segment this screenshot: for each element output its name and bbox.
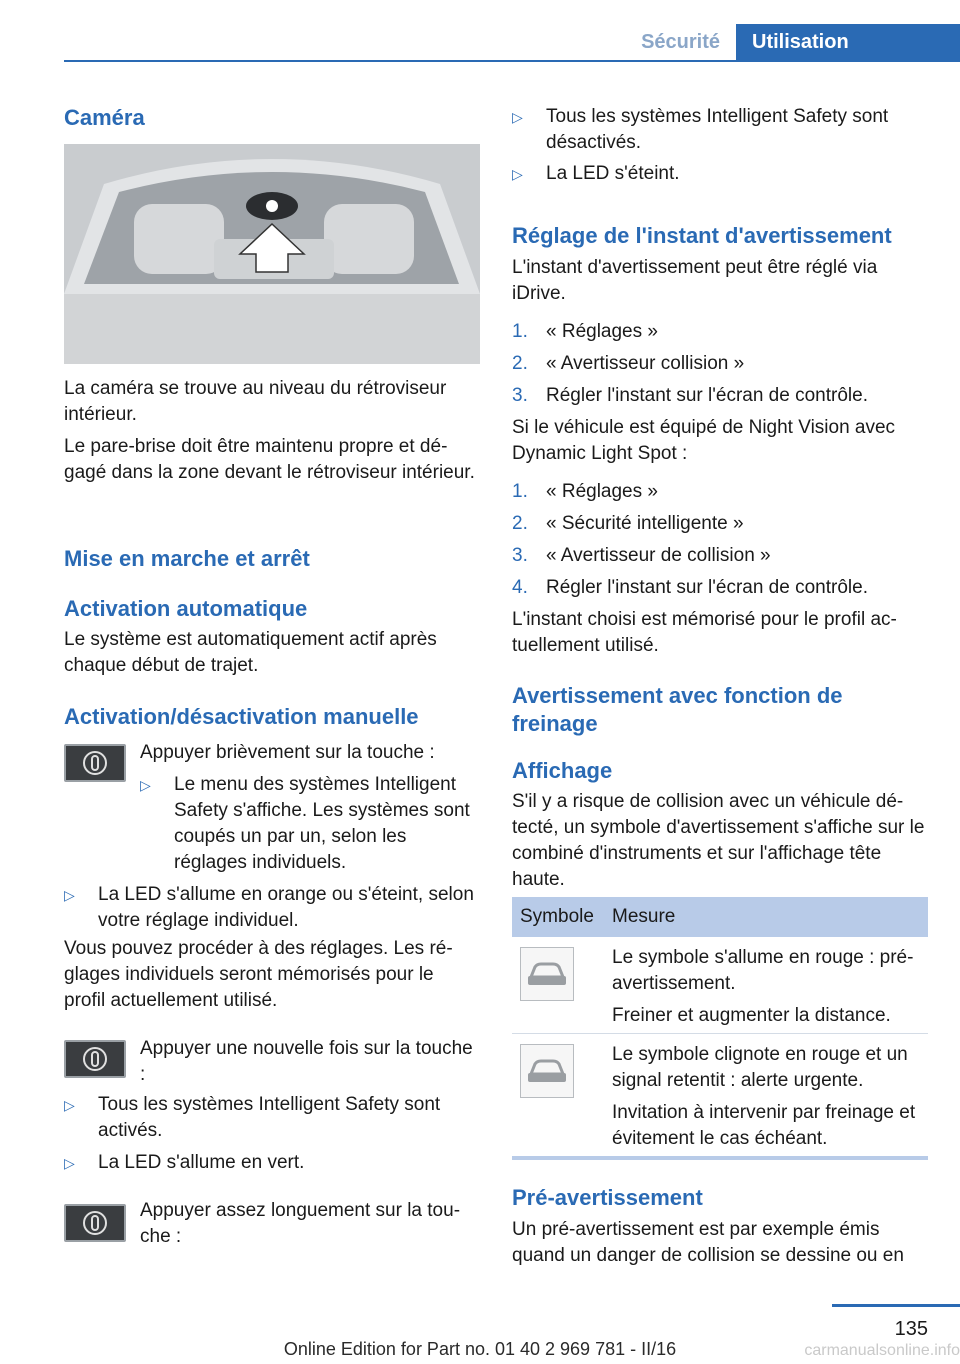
item-number: 2. [512,513,528,534]
manual-title: Activation/désactivation manuelle [64,704,419,729]
car-warning-icon [520,947,574,1001]
press-short-text: Appuyer brièvement sur la touche : [140,742,435,763]
camera-paragraph-1: La caméra se trouve au niveau du rétroviseur intérieur. [64,378,447,425]
auto-paragraph: Le système est automatiquement actif après chaque début de trajet. [64,629,437,676]
column-measure: Mesure [612,906,676,927]
triangle-bullet-icon: ▷ [64,887,75,903]
bullet-item [64,882,480,934]
display-title: Affichage [512,758,613,783]
car-warning-icon [520,1044,574,1098]
settings-paragraph: Vous pouvez procéder à des réglages. Les réglages individuels seront mémorisés pour le profil actuellement utilisé. [64,938,453,1011]
measure-text: Le symbole clignote en rouge et un signal retentit : alerte urgente. [612,1044,908,1091]
item-number: 2. [512,353,528,374]
onoff-title: Mise en marche et arrêt [64,546,310,571]
assist-button-icon [64,1204,126,1242]
numbered-item [512,319,928,345]
bullet-text: La LED s'éteint. [546,163,680,184]
triangle-bullet-icon: ▷ [140,777,151,793]
numbered-item [512,543,928,569]
measure-text: Freiner et augmenter la distance. [612,1005,891,1026]
camera-title: Caméra [64,105,145,130]
tab-securite[interactable]: Sécurité [641,31,720,53]
table-header [512,897,928,937]
item-text: « Avertisseur collision » [546,353,745,374]
item-text: « Avertisseur de collision » [546,545,771,566]
item-text: « Réglages » [546,481,658,502]
item-number: 3. [512,385,528,406]
bullet-text: Tous les systèmes Intelligent Safety sont activés. [98,1094,441,1141]
triangle-bullet-icon: ▷ [64,1097,75,1113]
bullet-item [512,161,928,187]
memo-paragraph: L'instant choisi est mémorisé pour le profil actuellement utilisé. [512,609,897,656]
triangle-bullet-icon: ▷ [512,109,523,125]
bullet-item [64,1092,480,1144]
tab-utilisation[interactable]: Utilisation [736,24,960,60]
numbered-item [512,383,928,409]
rear-window-image [64,144,480,364]
warn-time-title: Réglage de l'instant d'avertissement [512,223,892,248]
assist-button-icon [64,744,126,782]
page-number: 135 [894,1318,928,1340]
warn-time-paragraph: L'instant d'avertissement peut être réglé via iDrive. [512,257,878,304]
measure-text: Invitation à intervenir par freinage et évitement le cas échéant. [612,1102,916,1149]
display-paragraph: S'il y a risque de collision avec un véhicule détecté, un symbole d'avertissement s'affiche sur le combiné d'instruments et sur l'affichage tête haute. [512,791,925,890]
item-number: 1. [512,481,528,502]
bullet-item [64,1150,480,1176]
item-number: 3. [512,545,528,566]
numbered-item [512,479,928,505]
assist-button-icon [64,1040,126,1078]
bullet-text: La LED s'allume en vert. [98,1152,305,1173]
item-number: 4. [512,577,528,598]
night-vision-paragraph: Si le véhicule est équipé de Night Vision avec Dynamic Light Spot : [512,417,896,464]
bullet-text: Le menu des systèmes Intelligent Safety s'affiche. Les systèmes sont coupés un par un, selon les réglages individuels. [174,774,470,873]
item-number: 1. [512,321,528,342]
triangle-bullet-icon: ▷ [512,166,523,182]
press-long-text: Appuyer assez longuement sur la touche : [140,1200,461,1247]
prewarn-title: Pré-avertissement [512,1185,703,1210]
numbered-item [512,511,928,537]
item-text: Régler l'instant sur l'écran de contrôle. [546,577,868,598]
measure-text: Le symbole s'allume en rouge : pré-avertissement. [612,947,914,994]
camera-paragraph-2: Le pare-brise doit être maintenu propre et dégagé dans la zone devant le rétroviseur intérieur. [64,436,475,483]
footer-rule [832,1304,960,1307]
numbered-item [512,575,928,601]
bullet-text: La LED s'allume en orange ou s'éteint, selon votre réglage individuel. [98,884,474,931]
item-text: « Sécurité intelligente » [546,513,744,534]
table-bottom-rule [512,1156,928,1160]
bullet-item [140,772,480,876]
edition-line: Online Edition for Part no. 01 40 2 969 781 - II/16 [283,1339,677,1359]
table-row-divider [512,1033,928,1034]
bullet-text: Tous les systèmes Intelligent Safety sont désactivés. [546,106,889,153]
table-row-1-measure [612,945,928,1029]
prewarn-paragraph: Un pré-avertissement est par exemple émis quand un danger de collision se dessine ou en [512,1219,904,1266]
auto-title: Activation automatique [64,596,308,621]
numbered-item [512,351,928,377]
item-text: Régler l'instant sur l'écran de contrôle. [546,385,868,406]
bullet-item [512,104,928,156]
watermark: carmanualsonline.info [804,1342,960,1359]
column-symbol: Symbole [520,906,594,927]
triangle-bullet-icon: ▷ [64,1155,75,1171]
brake-title: Avertissement avec fonction de freinage [512,683,843,736]
item-text: « Réglages » [546,321,658,342]
table-row-2-measure [612,1042,928,1152]
press-again-text: Appuyer une nouvelle fois sur la touche : [140,1038,473,1085]
camera-photo [64,144,480,364]
header-rule [64,60,960,62]
